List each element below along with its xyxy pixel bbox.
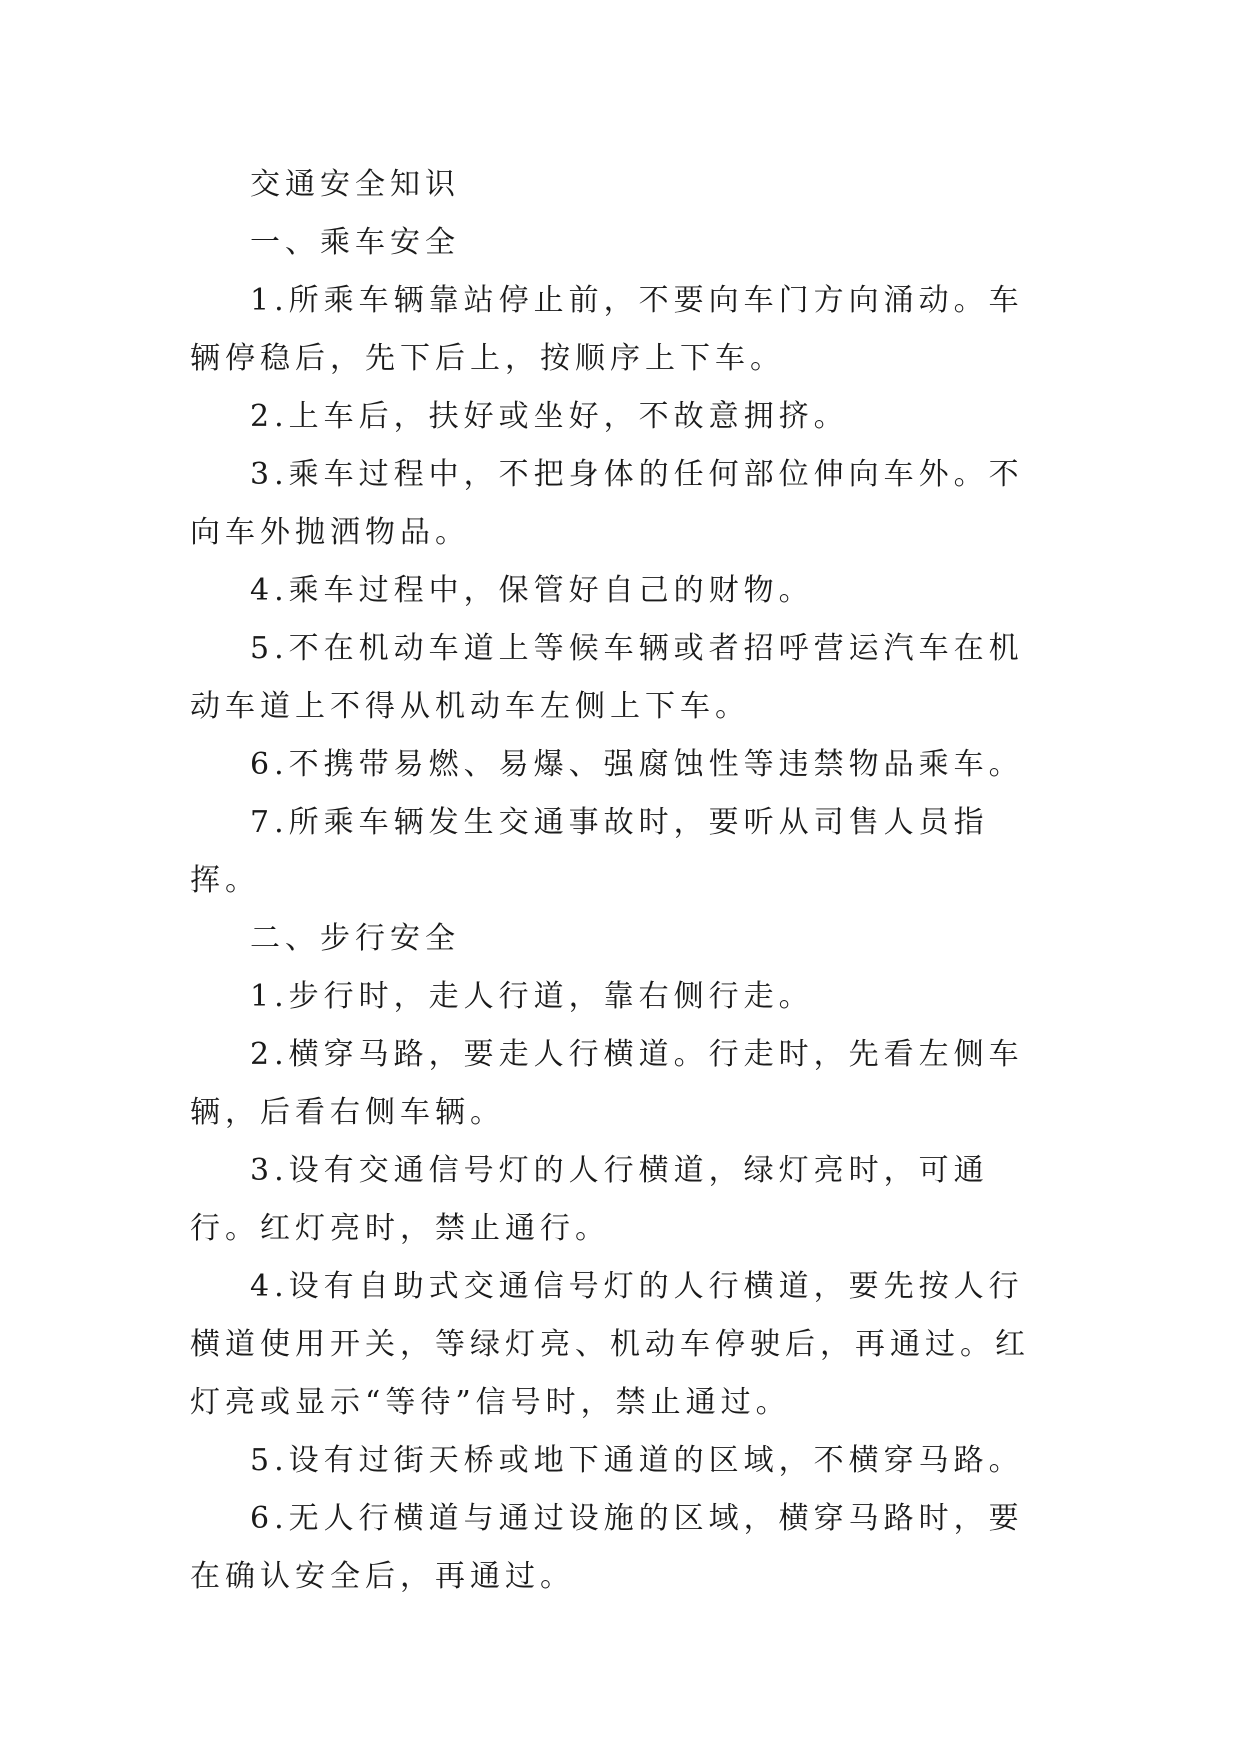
paragraph: 3.乘车过程中，不把身体的任何部位伸向车外。不向车外抛洒物品。 [190,457,1024,550]
paragraph: 6.不携带易燃、易爆、强腐蚀性等违禁物品乘车。 [250,747,1024,782]
paragraph: 1.所乘车辆靠站停止前，不要向车门方向涌动。车辆停稳后，先下后上，按顺序上下车。 [190,283,1024,376]
paragraph: 5.不在机动车道上等候车辆或者招呼营运汽车在机动车道上不得从机动车左侧上下车。 [190,631,1024,724]
paragraph: 4.设有自助式交通信号灯的人行横道，要先按人行横道使用开关，等绿灯亮、机动车停驶后，再通过。红灯亮或显示“等待”信号时，禁止通过。 [190,1269,1030,1420]
section-heading-riding: 一、乘车安全 [250,225,460,260]
document-body [190,156,1050,1606]
section-heading-walking: 二、步行安全 [250,921,460,956]
document-title: 交通安全知识 [250,167,460,202]
paragraph: 2.上车后，扶好或坐好，不故意拥挤。 [250,399,849,434]
paragraph: 7.所乘车辆发生交通事故时，要听从司售人员指挥。 [190,805,989,898]
paragraph: 2.横穿马路，要走人行横道。行走时，先看左侧车辆，后看右侧车辆。 [190,1037,1024,1130]
paragraph: 1.步行时，走人行道，靠右侧行走。 [250,979,814,1014]
paragraph: 5.设有过街天桥或地下通道的区域，不横穿马路。 [250,1443,1024,1478]
paragraph: 6.无人行横道与通过设施的区域，横穿马路时，要在确认安全后，再通过。 [190,1501,1024,1594]
paragraph: 3.设有交通信号灯的人行横道，绿灯亮时，可通行。红灯亮时，禁止通行。 [190,1153,989,1246]
paragraph: 4.乘车过程中，保管好自己的财物。 [250,573,814,608]
